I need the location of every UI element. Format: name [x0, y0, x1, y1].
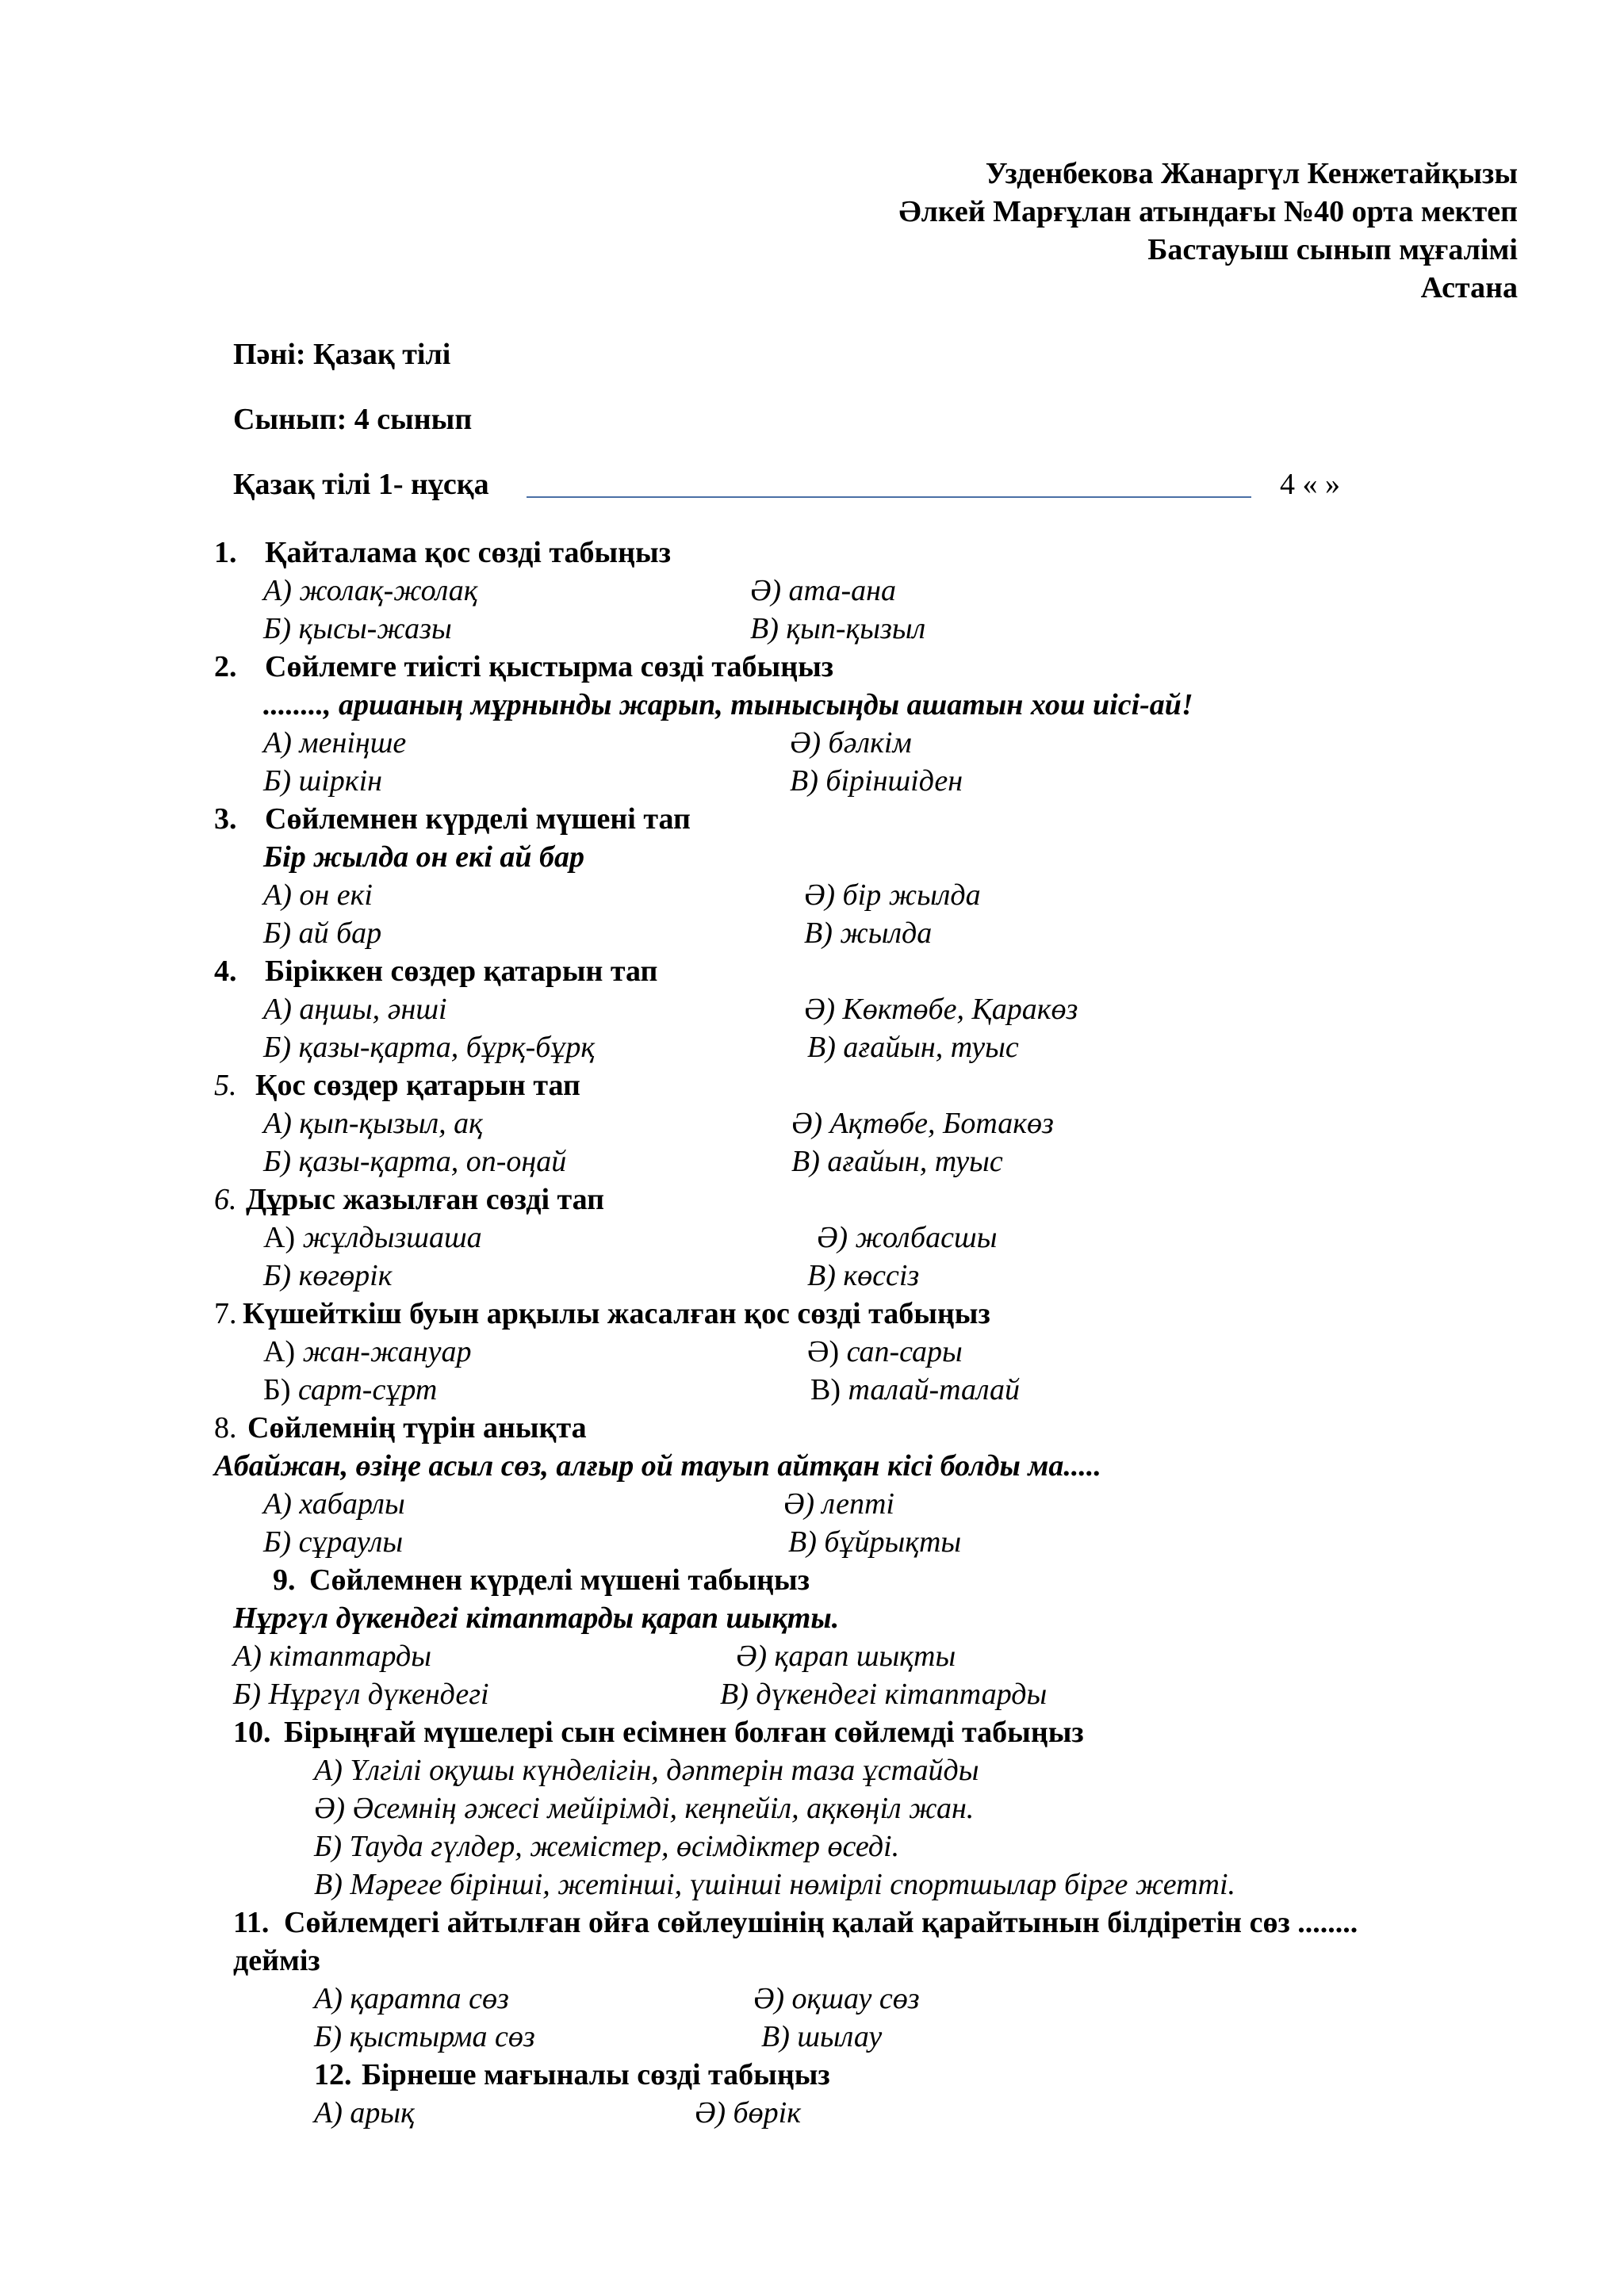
- question-title: Сөйлемнен күрделі мүшені табыңыз: [309, 1563, 810, 1597]
- question-number: 12.: [314, 2058, 352, 2091]
- teacher-position: Бастауыш сынып мұғалімі: [1147, 233, 1518, 266]
- question-sentence: ........, аршаның мұрнынды жарып, тынысыңды ашатын хош иісі-ай!: [263, 688, 1193, 721]
- option-b-letter: Б): [263, 1373, 291, 1406]
- option-v: В) жылда: [804, 916, 933, 950]
- option-v: [810, 1375, 1020, 1405]
- option-ae: Ә) қарап шықты: [736, 1640, 956, 1673]
- option-v: В) бұйрықты: [788, 1525, 962, 1559]
- option-a: А) қып-қызыл, ақ: [263, 1107, 483, 1140]
- option-v-text: талай-талай: [848, 1373, 1021, 1406]
- question-title: Қайталама қос сөзді табыңыз: [265, 536, 671, 569]
- option-a: А) он екі: [263, 878, 373, 912]
- question-number: 7.: [214, 1297, 237, 1330]
- option-v: В) көссіз: [807, 1259, 920, 1292]
- grade-line: Сынып: 4 сынып: [233, 403, 473, 436]
- option-ae: Ә) Көктөбе, Қаракөз: [804, 993, 1078, 1026]
- option-b: Б) шіркін: [263, 764, 382, 798]
- question-number: 6.: [214, 1183, 237, 1216]
- option-v: В) ағайын, туыс: [791, 1145, 1003, 1178]
- option-ae: Ә) бөрік: [695, 2096, 802, 2130]
- question-number: 10.: [233, 1716, 271, 1749]
- city: Астана: [1420, 271, 1518, 304]
- question-title: Біріккен сөздер қатарын тап: [265, 955, 658, 988]
- option-a-text: жан-жануар: [302, 1335, 472, 1368]
- class-field: 4 « »: [1280, 468, 1340, 501]
- option-a: А) қаратпа сөз: [314, 1982, 509, 2015]
- option-b: Б) қазы-қарта, оп-оңай: [263, 1145, 567, 1178]
- question-title: Бірнеше мағыналы сөзді табыңыз: [362, 2058, 830, 2091]
- option-v: В) біріншіден: [790, 764, 963, 798]
- question-title: Сөйлемдегі айтылған ойға сөйлеушінің қалай қарайтынын білдіретін сөз ........: [284, 1906, 1358, 1939]
- option-v: В) дүкендегі кітаптарды: [720, 1678, 1048, 1711]
- question-sentence: Нұргүл дүкендегі кітаптарды қарап шықты.: [233, 1601, 840, 1635]
- option-v: В) ағайын, туыс: [807, 1031, 1019, 1064]
- option-a-text: жұлдызшаша: [302, 1221, 482, 1254]
- option-ae-letter: Ә): [807, 1335, 840, 1368]
- option-a: [263, 1223, 482, 1253]
- option-ae: Ә) бір жылда: [804, 878, 981, 912]
- option-b: Б) Тауда гүлдер, жемістер, өсімдіктер өседі.: [314, 1830, 900, 1863]
- option-ae: Ә) жолбасшы: [817, 1221, 998, 1254]
- question-title: Сөйлемнен күрделі мүшені тап: [265, 802, 691, 836]
- option-a: А) жолақ-жолақ: [263, 574, 478, 607]
- option-v: В) шылау: [761, 2020, 883, 2053]
- option-ae: [807, 1337, 963, 1367]
- option-b: [263, 1375, 437, 1405]
- option-b: Б) ай бар: [263, 916, 382, 950]
- question-sentence: Абайжан, өзіңе асыл сөз, алғыр ой тауып айтқан кісі болды ма.....: [214, 1449, 1101, 1483]
- question-number: 2.: [214, 650, 237, 683]
- option-ae: Ә) Ақтөбе, Ботакөз: [791, 1107, 1054, 1140]
- question-title: Қос сөздер қатарын тап: [255, 1069, 580, 1102]
- question-title: Күшейткіш буын арқылы жасалған қос сөзді табыңыз: [243, 1297, 990, 1330]
- question-number: 4.: [214, 955, 237, 988]
- name-underline: [527, 496, 1251, 498]
- question-sentence: Бір жылда он екі ай бар: [263, 840, 584, 874]
- option-b: Б) сұраулы: [263, 1525, 404, 1559]
- option-a-letter: А): [263, 1335, 296, 1368]
- question-title: Бірыңғай мүшелері сын есімнен болған сөйлемді табыңыз: [284, 1716, 1084, 1749]
- option-a: А) Үлгілі оқушы күнделігін, дәптерін таза ұстайды: [314, 1754, 979, 1787]
- question-number: 1.: [214, 536, 237, 569]
- option-ae: Ә) Әсемнің әжесі мейірімді, кеңпейіл, ақкөңіл жан.: [314, 1792, 975, 1825]
- question-title: Дұрыс жазылған сөзді тап: [246, 1183, 605, 1216]
- variant-title: Қазақ тілі 1- нұсқа: [233, 468, 489, 501]
- option-v-letter: В): [810, 1373, 841, 1406]
- option-ae: Ә) лепті: [783, 1487, 894, 1521]
- option-a: А) хабарлы: [263, 1487, 405, 1521]
- author-name: Узденбекова Жанаргүл Кенжетайқызы: [985, 157, 1518, 190]
- question-title-continued: дейміз: [233, 1944, 320, 1977]
- option-a: А) арық: [314, 2096, 415, 2130]
- subject-line: Пәні: Қазақ тілі: [233, 338, 451, 371]
- question-number: 11.: [233, 1906, 270, 1939]
- question-number: 8.: [214, 1411, 237, 1445]
- option-v: В) Мәреге бірінші, жетінші, үшінші нөмірлі спортшылар бірге жетті.: [314, 1868, 1236, 1901]
- option-a: А) меніңше: [263, 726, 407, 760]
- option-a: [263, 1337, 472, 1367]
- option-b-text: сарт-сұрт: [297, 1373, 438, 1406]
- question-number: 5.: [214, 1069, 237, 1102]
- question-title: Сөйлемге тиісті қыстырма сөзді табыңыз: [265, 650, 834, 683]
- option-v: В) қып-қызыл: [750, 612, 926, 645]
- option-a: А) аңшы, әнші: [263, 993, 447, 1026]
- option-b: Б) Нұргүл дүкендегі: [233, 1678, 489, 1711]
- question-title: Сөйлемнің түрін анықта: [247, 1411, 587, 1445]
- option-a-letter: А): [263, 1221, 296, 1254]
- question-number: 3.: [214, 802, 237, 836]
- option-ae: Ә) бәлкім: [790, 726, 912, 760]
- option-b: Б) көгөрік: [263, 1259, 393, 1292]
- question-number: 9.: [273, 1563, 296, 1597]
- option-a: А) кітаптарды: [233, 1640, 431, 1673]
- option-ae-text: сап-сары: [846, 1335, 963, 1368]
- option-b: Б) қысы-жазы: [263, 612, 452, 645]
- option-b: Б) қыстырма сөз: [314, 2020, 535, 2053]
- option-b: Б) қазы-қарта, бұрқ-бұрқ: [263, 1031, 596, 1064]
- option-ae: Ә) оқшау сөз: [753, 1982, 920, 2015]
- option-ae: Ә) ата-ана: [750, 574, 896, 607]
- school-name: Әлкей Марғұлан атындағы №40 орта мектеп: [898, 195, 1518, 228]
